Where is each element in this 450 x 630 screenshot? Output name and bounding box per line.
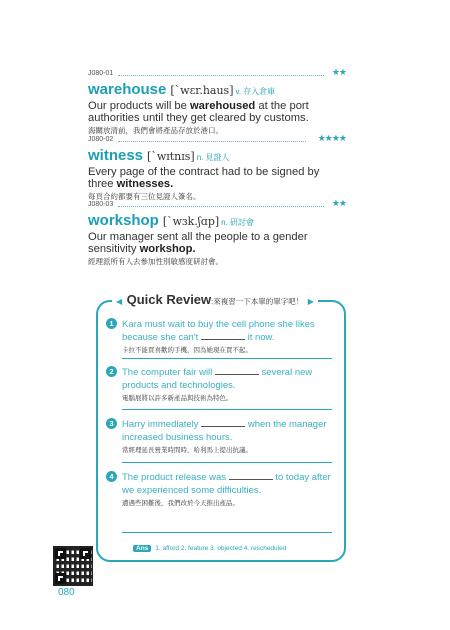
- answer-label: Ans: [133, 545, 151, 552]
- question-number: 2: [106, 366, 117, 377]
- question-translation: 當經理延長營業時間時，哈利馬上提出抗議。: [122, 447, 252, 454]
- phonetic: [ˋwɪtnɪs]: [147, 150, 195, 163]
- question-number: 4: [106, 471, 117, 482]
- highlighted-word: workshop.: [139, 243, 196, 255]
- part-of-speech: n.: [221, 218, 228, 227]
- question-text: Kara must wait to buy the cell phone she likes because she can't it now.: [122, 319, 315, 343]
- example-sentence: Every page of the contract had to be signed by three witnesses.: [88, 166, 320, 190]
- question-divider: [122, 462, 332, 463]
- phonetic: [ˋwɛr.haus]: [170, 84, 234, 97]
- dotted-divider: [118, 141, 306, 142]
- example-sentence: Our products will be warehoused at the port authorities until they get cleared by customs.: [88, 100, 309, 124]
- quick-review-subtitle: :來複習一下本單的單字吧！: [211, 297, 304, 306]
- answer-blank: [215, 366, 259, 375]
- vocab-entry: [88, 133, 346, 202]
- question-text: The computer fair will several new products and technologies.: [122, 367, 313, 391]
- dotted-divider: [118, 75, 324, 76]
- frequency-stars: ★★: [331, 198, 346, 208]
- answer-key: [133, 545, 286, 552]
- question-divider: [122, 409, 332, 410]
- arrow-right-icon: ▶: [307, 297, 314, 306]
- question-translation: 電腦展將以許多新產品與技術為特色。: [122, 395, 233, 402]
- question-translation: 遭遇些困難後，我們改於今天推出產品。: [122, 500, 239, 507]
- review-question: [106, 366, 334, 402]
- sentence-translation: 經理派所有人去參加性別敏感度研討會。: [88, 257, 223, 266]
- audio-track-code: J080-01: [88, 70, 114, 77]
- answer-blank: [229, 471, 273, 480]
- word-meaning: 研討會: [229, 218, 254, 227]
- highlighted-word: warehoused: [189, 100, 256, 112]
- audio-track-code: J080-03: [88, 201, 114, 208]
- question-translation: 卡拉不能買喜歡的手機，因為她現在買不起。: [122, 347, 252, 354]
- word-meaning: 存入倉庫: [243, 87, 276, 96]
- answer-blank: [201, 418, 245, 427]
- part-of-speech: v.: [235, 87, 242, 96]
- example-sentence: Our manager sent all the people to a gender sensitivity workshop.: [88, 231, 308, 255]
- question-text: The product release was to today after we experienced some difficulties.: [122, 472, 331, 496]
- frequency-stars: ★★★★: [317, 133, 346, 143]
- question-number: 3: [106, 418, 117, 429]
- question-divider: [122, 532, 332, 533]
- quick-review-header: [112, 291, 318, 309]
- review-question: [106, 471, 334, 507]
- review-question: [106, 318, 334, 354]
- question-text: Harry immediately when the manager increased business hours.: [122, 419, 327, 443]
- frequency-stars: ★★: [331, 67, 346, 77]
- answer-blank: [201, 331, 245, 340]
- sentence-translation: 海關放清前，我們會將產品存放於港口。: [88, 126, 223, 135]
- vocab-word: warehouse: [88, 81, 167, 98]
- phonetic: [ˋwɜk.ʃɑp]: [162, 215, 220, 228]
- dotted-divider: [118, 206, 324, 207]
- review-question: [106, 418, 334, 454]
- answer-list: 1. afford 2. feature 3. objected 4. rescheduled: [155, 545, 287, 552]
- vocab-entry: [88, 198, 346, 267]
- arrow-left-icon: ◀: [116, 297, 123, 306]
- vocab-entry: [88, 67, 346, 136]
- sentence-translation: 每頁合約都要有三位見證人簽名。: [88, 192, 201, 201]
- highlighted-word: witnesses.: [116, 178, 174, 190]
- vocab-word: workshop: [88, 212, 159, 229]
- vocab-word: witness: [88, 147, 144, 164]
- page-number: 080: [58, 587, 75, 598]
- word-meaning: 見證人: [205, 153, 230, 162]
- quick-review-title: Quick Review: [126, 292, 212, 307]
- question-divider: [122, 358, 332, 359]
- qr-code-icon: [53, 546, 93, 586]
- audio-track-code: J080-02: [88, 136, 114, 143]
- part-of-speech: n.: [196, 153, 204, 162]
- question-number: 1: [106, 318, 117, 329]
